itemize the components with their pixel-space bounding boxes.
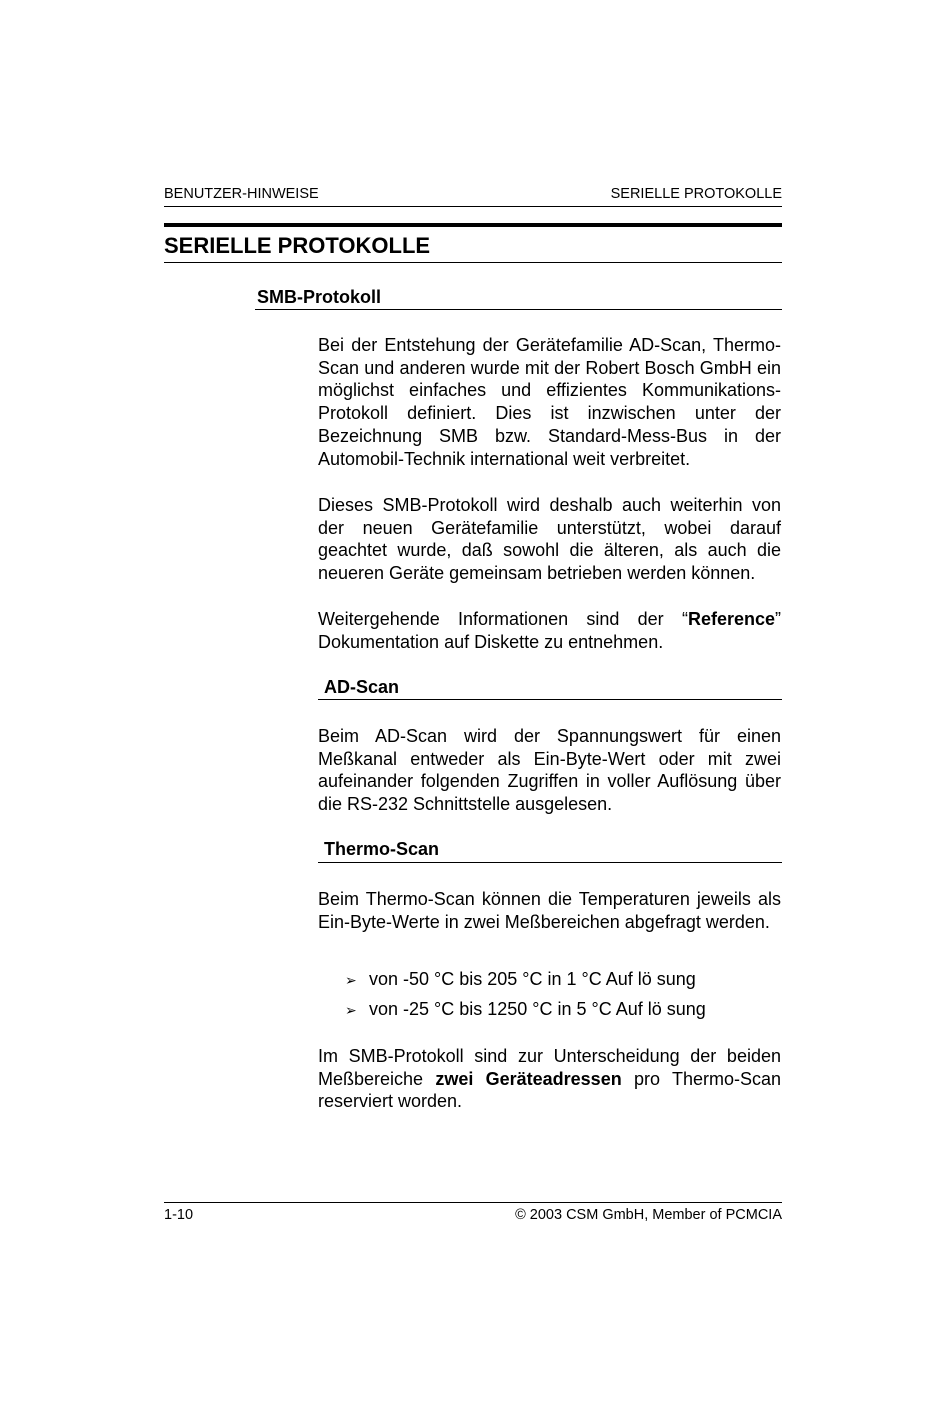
list-item-text: von -25 °C bis 1250 °C in 5 °C Auf lö sung bbox=[369, 999, 706, 1019]
reference-text-before: Weitergehende Informationen sind der “ bbox=[318, 609, 688, 629]
reference-bold: Reference bbox=[687, 609, 775, 629]
footer-rule bbox=[164, 1202, 782, 1203]
list-item-text: von -50 °C bis 205 °C in 1 °C Auf lö sung bbox=[369, 969, 696, 989]
title-rule bbox=[164, 262, 782, 263]
section-rule-adscan bbox=[318, 699, 782, 700]
page-title: SERIELLE PROTOKOLLE bbox=[164, 233, 431, 258]
paragraph-thermoscan-addresses bbox=[318, 1045, 781, 1113]
page-number: 1-10 bbox=[164, 1207, 194, 1223]
paragraph-thermoscan: Beim Thermo-Scan können die Temperaturen jeweils als Ein-Byte-Werte in zwei Meßbereichen abgefragt werden. bbox=[318, 889, 781, 932]
addresses-bold: zwei Geräteadressen bbox=[435, 1068, 622, 1089]
paragraph-smb-reference bbox=[318, 608, 781, 653]
arrow-bullet-icon: ➢ bbox=[345, 1002, 357, 1018]
section-heading-smb: SMB-Protokoll bbox=[257, 287, 381, 307]
section-heading-thermoscan: Thermo-Scan bbox=[324, 839, 440, 859]
running-header-left: BENUTZER-HINWEISE bbox=[164, 186, 319, 202]
paragraph-adscan: Beim AD-Scan wird der Spannungswert für einen Meßkanal entweder als Ein-Byte-Wert oder mit zwei aufeinander folgenden Zugriffen in voller Auflösung über die RS-232 Schnittstelle ausgelesen. bbox=[318, 726, 781, 815]
running-header-right: SERIELLE PROTOKOLLE bbox=[610, 186, 782, 202]
section-rule-smb bbox=[255, 309, 782, 310]
section-heading-adscan: AD-Scan bbox=[324, 677, 400, 697]
addresses-text-after: pro Thermo-Scan reserviert worden. bbox=[318, 1068, 781, 1112]
list-item bbox=[345, 969, 696, 990]
title-thick-rule bbox=[164, 223, 782, 227]
list-item bbox=[345, 999, 706, 1020]
copyright-notice: © 2003 CSM GmbH, Member of PCMCIA bbox=[515, 1207, 782, 1223]
paragraph-smb-intro: Bei der Entstehung der Gerätefamilie AD-Scan, Thermo-Scan und anderen wurde mit der Robert Bosch GmbH ein möglichst einfaches und effizientes Kommunikations-Protokoll definiert. Dies ist inzwischen unter der Bezeichnung SMB bzw. Standard-Mess-Bus in der Automobil-Technik international weit verbreitet. bbox=[318, 335, 781, 469]
arrow-bullet-icon: ➢ bbox=[345, 972, 357, 988]
paragraph-smb-support: Dieses SMB-Protokoll wird deshalb auch weiterhin von der neuen Gerätefamilie unterstützt, wobei darauf geachtet wurde, daß sowohl die älteren, als auch die neueren Geräte gemeinsam betrieben werden können. bbox=[318, 495, 781, 584]
section-rule-thermoscan bbox=[318, 862, 782, 863]
header-rule bbox=[164, 206, 782, 207]
reference-text-after: ” Dokumentation auf Diskette zu entnehmen. bbox=[318, 609, 781, 652]
addresses-text-before: Im SMB-Protokoll sind zur Unterscheidung der beiden Meßbereiche bbox=[318, 1046, 781, 1089]
